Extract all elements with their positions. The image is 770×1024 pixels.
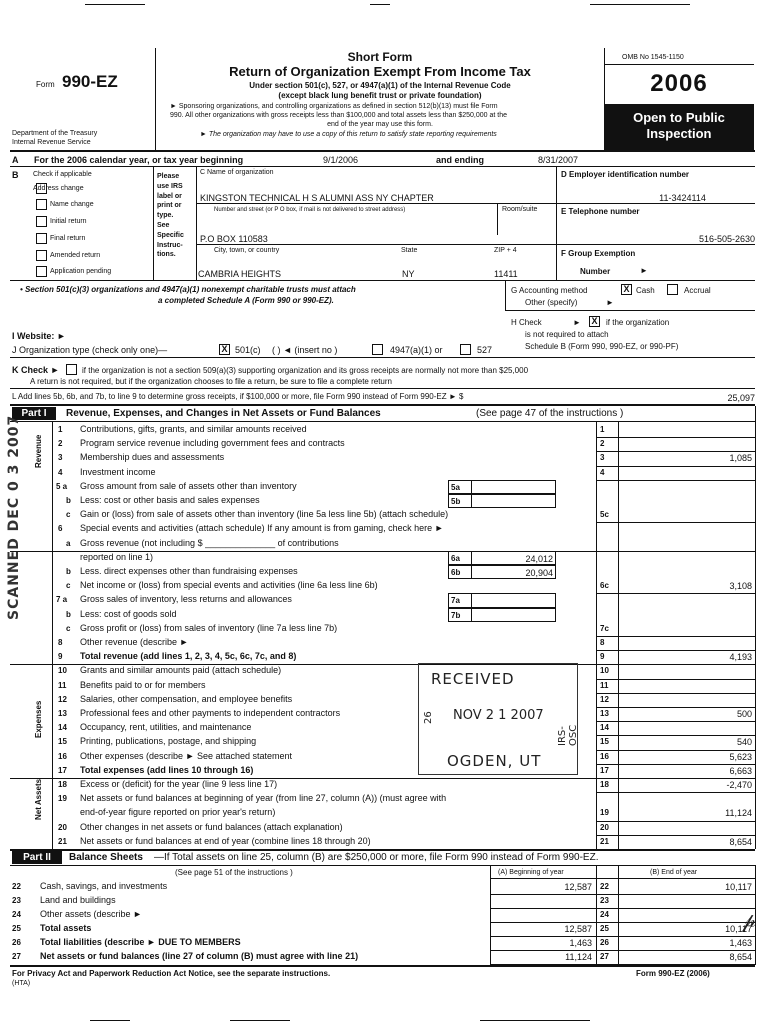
column-line-code: 20 [600,822,609,832]
line-number: 5 a [56,481,68,491]
dept-label: Department of the Treasury [12,130,98,137]
zip-label: ZIP + 4 [494,247,517,254]
line-number: 4 [58,467,63,477]
sponsoring-line-3: end of the year may use this form. [327,121,433,128]
sub-line-code: 6b [451,568,461,577]
please-line: type. [157,212,174,220]
line-description: Gross revenue (not including $ ______________ of contributions [80,537,339,548]
column-line-code: 6c [600,581,609,591]
sub-amount-box [448,608,556,622]
sub-line-code: 7a [451,596,460,606]
expenses-side-label: Expenses [34,700,43,738]
line-number: 8 [58,638,63,647]
column-line-code: 2 [600,439,605,449]
accrual-checkbox[interactable] [667,284,678,295]
sub-amount-value[interactable]: 24,012 [525,553,553,564]
line-amount[interactable]: 500 [736,709,752,719]
line-description: Investment income [80,466,156,477]
initial-return-checkbox[interactable] [36,216,47,227]
arrow-icon: ► [573,318,581,327]
sub-amount-box [448,551,556,565]
received-date: NOV 2 1 2007 [453,708,544,723]
phone-label: E Telephone number [561,207,640,216]
sec501-note-1: • Section 501(c)(3) organizations and 4947(a)(1) nonexempt charitable trusts must attach [20,285,356,294]
line-number: 16 [58,751,67,761]
sec501-note-2: a completed Schedule A (Form 990 or 990-EZ). [158,296,334,305]
inspection-text: Inspection [646,126,712,141]
short-form-label: Short Form [347,50,413,64]
line-description: Other changes in net assets or fund balances (attach explanation) [80,821,343,832]
column-line-code: 11 [600,680,609,690]
line-number: 27 [12,952,21,961]
line-number: 11 [58,680,67,690]
line-amount[interactable]: 4,193 [729,652,752,663]
footer-form-ref: Form 990-EZ (2006) [636,969,710,978]
sub-line-code: 5a [451,482,460,492]
column-line-code: 22 [600,882,609,891]
irs-osc-text: IRS-OSC [557,724,579,746]
stamp-number: 26 [423,711,434,724]
line-a-letter: A [12,155,19,165]
line-description: Other expenses (describe ► See attached statement [80,750,293,761]
sub-line-code: 5b [451,497,461,506]
column-line-code: 18 [600,780,609,789]
column-line-code: 24 [600,910,609,919]
line-description: Less: cost or other basis and sales expenses [80,495,260,505]
line-description: Total revenue (add lines 1, 2, 3, 4, 5c, 6c, 7c, and 8) [80,651,297,662]
line-number: b [66,496,71,505]
ogden-text: OGDEN, UT [447,752,542,770]
line-description: reported on line 1) [80,551,154,562]
column-line-code: 21 [600,836,609,846]
line-description: Other assets (describe ► [40,909,142,919]
form-number: 990-EZ [62,72,118,91]
line-amount[interactable]: 540 [736,737,752,748]
line-number: 15 [58,737,67,747]
line-description: Less: cost of goods sold [80,608,177,619]
column-line-code: 5c [600,510,609,520]
column-line-code: 23 [600,896,609,905]
part-1-title: Revenue, Expenses, and Changes in Net Assets or Fund Balances [66,408,381,419]
h-text-1: if the organization [606,318,670,327]
line-number: 25 [12,924,21,933]
please-line: See [157,221,170,229]
501c-checkbox[interactable]: X [219,344,230,355]
line-description: Program service revenue including government fees and contracts [80,438,345,449]
line-k-text: if the organization is not a section 509(a)(3) supporting organization and its gross receipts are normally not more than $25,000 [82,366,529,375]
org-name-label: C Name of organization [200,169,274,176]
line-amount[interactable]: -2,470 [726,780,752,790]
cash-checkbox[interactable]: X [621,284,632,295]
line-description: Contributions, gifts, grants, and similar amounts received [80,424,307,434]
arrow-icon: ► [606,298,614,307]
check-if-applicable: Check if applicable [33,171,92,178]
line-number: 6 [58,524,63,534]
except-note: (except black lung benefit trust or private foundation) [278,91,482,100]
column-line-code: 26 [600,938,609,947]
column-line-code: 17 [600,765,609,775]
city-label: City, town, or country [214,247,280,254]
line-k-note: A return is not required, but if the organization chooses to file a return, be sure to file a complete return [30,377,392,386]
zip-field[interactable]: 11411 [494,269,518,279]
beginning-year-amount[interactable]: 12,587 [564,924,592,934]
column-line-code: 1 [600,425,605,434]
line-description: Total expenses (add lines 10 through 16) [80,764,254,775]
please-line: print or [157,202,182,210]
line-number: 23 [12,896,21,905]
line-description: Special events and activities (attach schedule) If any amount is from gaming, check here ► [80,523,444,534]
line-k-checkbox[interactable] [66,364,77,375]
city-field[interactable]: CAMBRIA HEIGHTS [198,269,282,279]
room-suite-label: Room/suite [502,206,538,213]
line-number: b [66,609,71,619]
h-check-label: H Check [511,318,542,327]
sub-amount-box [448,565,556,579]
line-description: Land and buildings [40,895,116,905]
final-return-text: Final return [50,235,86,242]
please-line: tions. [157,251,176,259]
column-line-code: 19 [600,808,609,818]
line-number: 12 [58,694,67,704]
tax-year: 2006 [650,70,708,97]
part-1-tag: Part I [12,407,56,420]
line-description: Excess or (deficit) for the year (line 9 less line 17) [80,779,278,789]
column-line-code: 25 [600,924,609,933]
sub-line-code: 7b [451,610,461,620]
org-name-field[interactable]: KINGSTON TECHNICAL H S ALUMNI ASS NY CHAPTER [200,193,434,203]
net-assets-side-label: Net Assets [34,778,43,820]
line-description: Membership dues and assessments [80,452,225,463]
line-number: 18 [58,780,67,789]
line-number: 26 [12,938,21,947]
line-number: 14 [58,723,67,733]
sponsoring-line-2: 990. All other organizations with gross receipts less than $100,000 and total assets less than $250,000 at the [170,112,507,119]
initial-return-text: Initial return [50,218,87,225]
column-line-code: 8 [600,638,605,647]
line-description: Net assets or fund balances (line 27 of column (B) must agree with line 21) [40,951,359,961]
hta-label: (HTA) [12,980,31,987]
form-title: Return of Organization Exempt From Income Tax [229,64,531,79]
please-line: label or [157,192,182,200]
line-number: c [66,623,71,633]
amended-return-text: Amended return [50,252,101,259]
line-description: Gain or (loss) from sale of assets other than inventory (line 5a less line 5b) (attach schedule) [80,509,449,520]
line-amount[interactable]: 5,623 [729,751,752,762]
sub-amount-box [448,593,556,607]
irs-label: Internal Revenue Service [12,139,91,146]
amended-return-checkbox[interactable] [36,250,47,261]
application-pending-text: Application pending [50,268,112,275]
section-b-letter: B [12,170,19,180]
gross-receipts-value[interactable]: 25,097 [727,393,755,403]
line-number: 7 a [56,595,68,605]
please-line: Please [157,173,180,180]
part-2-title: Balance Sheets [69,852,143,863]
part-2-tag: Part II [12,851,62,864]
line-description: Grants and similar amounts paid (attach schedule) [80,665,282,676]
line-description: Other revenue (describe ► [80,637,189,647]
line-description: Cash, savings, and investments [40,881,168,891]
beginning-year-amount[interactable]: 11,124 [565,952,592,962]
state-field[interactable]: NY [402,269,415,279]
column-line-code: 15 [600,737,609,747]
line-number: 21 [58,836,67,846]
line-description: Benefits paid to or for members [80,679,206,690]
line-number: 3 [58,453,63,463]
form-label: Form [36,80,55,89]
line-number: c [66,581,71,591]
scan-artifact [85,4,145,5]
line-a-text: For the 2006 calendar year, or tax year beginning [34,155,244,165]
end-year-amount[interactable]: 10,117 [725,882,752,892]
ein-label: D Employer identification number [561,170,690,179]
please-label [157,172,195,260]
line-amount[interactable]: 8,654 [729,836,752,847]
4947-label: 4947(a)(1) or [390,345,443,355]
beginning-year-amount[interactable]: 1,463 [569,938,592,948]
org-type-label: J Organization type (check only one)— [12,345,168,355]
col-a-header: (A) Beginning of year [498,869,564,876]
scan-artifact [480,1020,590,1021]
column-line-code: 9 [600,652,605,662]
beginning-year-amount[interactable]: 12,587 [564,882,592,892]
omb-number: OMB No 1545-1150 [622,54,684,61]
column-line-code: 12 [600,694,609,704]
street-field[interactable]: P.O BOX 110583 [200,234,268,244]
scanned-stamp: SCANNED DEC 0 3 2007 [6,414,22,620]
line-amount[interactable]: 6,663 [729,765,752,776]
line-amount[interactable]: 11,124 [725,808,752,819]
insert-no-label: ( ) ◄ (insert no ) [272,345,338,355]
line-l-text: L Add lines 5b, 6b, and 7b, to line 9 to determine gross receipts, if $100,000 or more, file Form 990 instead of Form 990-EZ ► $ [12,392,464,401]
name-change-checkbox[interactable] [36,199,47,210]
part-2-title-rest: —If Total assets on line 25, column (B) are $250,000 or more, file Form 990 instead of Form 990-EZ. [154,852,599,863]
website-label: I Website: ► [12,331,66,341]
other-method-label: Other (specify) [525,298,578,307]
line-description: Total liabilities (describe ► DUE TO MEMBERS [40,937,241,947]
schedule-b-checkbox[interactable]: X [589,316,600,327]
column-line-code: 14 [600,723,609,733]
sub-amount-box [448,480,556,494]
h-text-3: Schedule B (Form 990, 990-EZ, or 990-PF) [525,342,679,351]
line-number: c [66,510,71,520]
sub-line-code: 6a [451,553,460,563]
cash-label: Cash [636,286,655,295]
col-b-header: (B) End of year [650,869,698,876]
column-line-code: 4 [600,467,605,477]
line-number: a [66,538,71,548]
received-stamp [418,663,578,775]
sponsoring-line-1: ► Sponsoring organizations, and controlling organizations as defined in section 512(b)(13) must file Form [170,103,498,110]
arrow-icon: ► [640,266,648,275]
line-description: Gross amount from sale of assets other than inventory [80,480,297,491]
column-line-code: 13 [600,709,609,718]
copy-note: ► The organization may have to use a copy of this return to satisfy state reporting requirements [200,131,497,138]
line-description: Net assets or fund balances at end of year (combine lines 18 through 20) [80,835,371,846]
line-k-label: K Check ► [12,365,60,375]
line-number: 20 [58,822,67,832]
and-ending-label: and ending [436,155,484,165]
scan-artifact [90,1020,130,1021]
state-label: State [401,247,418,254]
open-public-text: Open to Public [633,110,725,125]
line-number: 13 [58,709,67,718]
column-line-code: 10 [600,666,609,676]
line-amount[interactable]: 3,108 [729,581,752,592]
tax-year-end: 8/31/2007 [538,155,579,165]
line-number: b [66,567,71,576]
sub-amount-box [448,494,556,508]
4947-checkbox[interactable] [372,344,383,355]
line-number: 19 [58,794,67,804]
application-pending-checkbox[interactable] [36,266,47,277]
line-amount[interactable]: 1,085 [729,453,752,464]
527-checkbox[interactable] [460,344,471,355]
column-line-code: 7c [600,623,609,633]
line-description: Less. direct expenses other than fundraising expenses [80,566,298,576]
end-year-amount[interactable]: 1,463 [729,938,752,948]
line-description: Gross sales of inventory, less returns and allowances [80,594,292,605]
line-number: 10 [58,666,67,676]
line-number: 2 [58,439,63,449]
scan-artifact [590,4,690,5]
line-description: Total assets [40,923,92,933]
accrual-label: Accrual [684,286,711,295]
line-description: Occupancy, rent, utilities, and maintenance [80,722,252,733]
group-exemption-label: F Group Exemption [561,249,636,258]
column-line-code: 27 [600,952,609,961]
line-number: 1 [58,425,63,434]
handwritten-mark: 𝓅 [742,908,757,932]
line-number: 9 [58,652,63,662]
scan-artifact [230,1020,290,1021]
part-2-see-page: (See page 51 of the instructions ) [175,868,293,877]
please-line: Specific [157,231,184,239]
name-change-text: Name change [50,201,94,208]
privacy-notice: For Privacy Act and Paperwork Reduction Act Notice, see the separate instructions. [12,969,331,978]
tax-year-begin: 9/1/2006 [323,155,359,165]
line-description: Professional fees and other payments to independent contractors [80,708,341,718]
column-line-code: 3 [600,453,605,463]
line-number: 17 [58,765,67,775]
accounting-method-label: G Accounting method [511,286,588,295]
527-label: 527 [477,345,493,355]
h-text-2: is not required to attach [525,330,609,339]
line-description: Printing, publications, postage, and shipping [80,736,257,747]
group-number-label: Number [580,267,611,276]
please-line: Instruc- [157,241,183,249]
final-return-checkbox[interactable] [36,233,47,244]
line-number: 22 [12,882,21,891]
phone-field[interactable]: 516-505-2630 [698,234,755,244]
please-line: use IRS [157,182,183,190]
revenue-side-label: Revenue [34,434,43,468]
open-public-banner [604,104,754,150]
sub-amount-value[interactable]: 20,904 [525,568,553,578]
line-description: Net income or (loss) from special events and activities (line 6a less line 6b) [80,580,378,591]
street-label: Number and street (or P O box, if mail is not delivered to street address) [214,207,406,213]
under-section: Under section 501(c), 527, or 4947(a)(1) of the Internal Revenue Code [249,81,511,90]
part-1-see-page: (See page 47 of the instructions ) [476,408,624,419]
line-description: Salaries, other compensation, and employee benefits [80,693,293,704]
end-year-amount[interactable]: 8,654 [729,952,752,962]
501c-label: 501(c) [235,345,261,355]
received-text: RECEIVED [431,670,515,688]
column-line-code: 16 [600,751,609,761]
line-description: Gross profit or (loss) from sales of inventory (line 7a less line 7b) [80,622,338,633]
line-description: end-of-year figure reported on prior year's return) [80,807,276,818]
line-number: 24 [12,910,21,919]
scan-artifact [370,4,390,5]
address-change-text: Address change [33,185,84,192]
ein-field[interactable]: 11-3424114 [659,193,706,203]
end-year-amount[interactable]: 10,117 [725,924,752,934]
line-description: Net assets or fund balances at beginning of year (from line 27, column (A)) (must agree with [80,793,447,804]
